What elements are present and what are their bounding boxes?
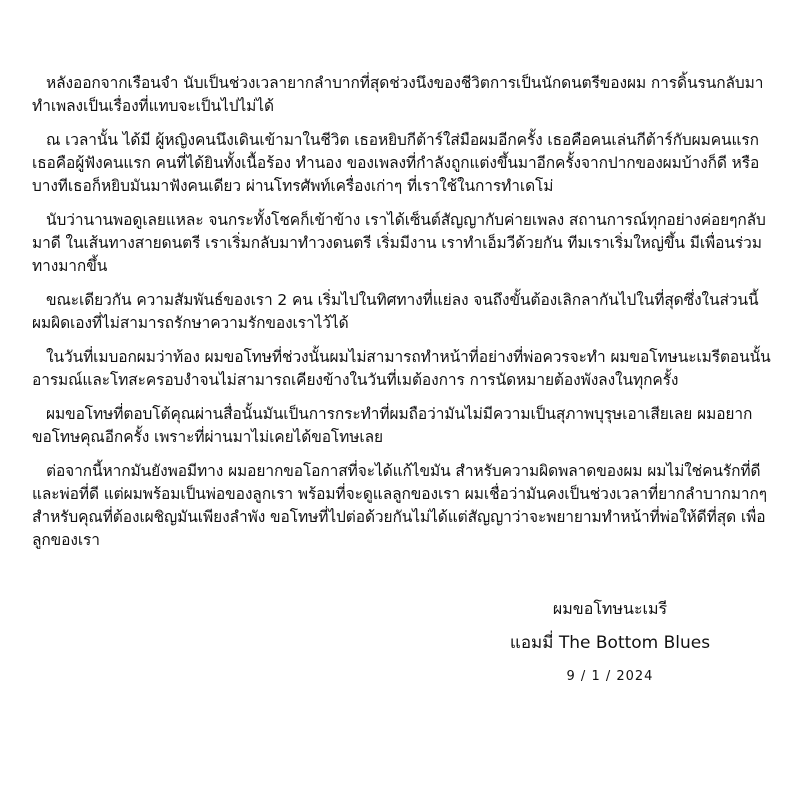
paragraph-1: หลังออกจากเรือนจำ นับเป็นช่วงเวลายากลำบากที่สุดช่วงนึงของชีวิตการเป็นนักดนตรีของผม การดิ้นรนกลับมาทำเพลงเป็นเรื่องที่แทบจะเป็นไปไม่ได้ — [32, 74, 764, 115]
paragraph-2: ณ เวลานั้น ได้มี ผู้หญิงคนนึงเดินเข้ามาในชีวิต เธอหยิบกีต้าร์ใส่มือผมอีกครั้ง เธอคือคนเล่นกีต้าร์กับผมคนแรก เธอคือผู้ฟังคนแรก คนที่ได้ยินทั้งเนื้อร้อง ทำนอง ของเพลงที่กำลังถูกแต่งขึ้นมาอีกครั้งจากปากของผมบ้างก็ดี หรือ บางทีเธอก็หยิบมันมาฟังคนเดียว ผ่านโทรศัพท์เครื่องเก่าๆ ที่เราใช้ในการทำเดโม่ — [32, 131, 760, 195]
paragraph-5: ในวันที่เมบอกผมว่าท้อง ผมขอโทษที่ช่วงนั้นผมไม่สามารถทำหน้าที่อย่างที่พ่อควรจะทำ ผมขอโทษนะเมรีตอนนั้นอารมณ์และโทสะครอบงำจนไม่สามารถเคียงข้างในวันที่เมต้องการ การนัดหมายต้องพังลงในทุกครั้ง — [32, 348, 771, 389]
closing-line: ผมขอโทษนะเมรี — [552, 599, 668, 618]
paragraph-3: นับว่านานพอดูเลยแหละ จนกระทั้งโชคก็เข้าข้าง เราได้เซ็นต์สัญญากับค่ายเพลง สถานการณ์ทุกอย่างค่อยๆกลับมาดี ในเส้นทางสายดนตรี เราเริ่มกลับมาทำวงดนตรี เริ่มมีงาน เราทำเอ็มวีด้วยกัน ทีมเราเริ่มใหญ่ขึ้น มีเพื่อนร่วมทางมากขึ้น — [32, 211, 766, 275]
paragraph-6: ผมขอโทษที่ตอบโต้คุณผ่านสื่อนั้นมันเป็นการกระทำที่ผมถือว่ามันไม่มีความเป็นสุภาพบุรุษเอาเสียเลย ผมอยากขอโทษคุณอีกครั้ง เพราะที่ผ่านมาไม่เคยได้ขอโทษเลย — [32, 405, 753, 446]
paragraph-7: ต่อจากนี้หากมันยังพอมีทาง ผมอยากขอโอกาสที่จะได้แก้ไขมัน สำหรับความผิดพลาดของผม ผมไม่ใช่คนรักที่ดีและพ่อที่ดี แต่ผมพร้อมเป็นพ่อของลูกเรา พร้อมที่จะดูแลลูกของเรา ผมเชื่อว่ามันคงเป็นช่วงเวลาที่ยากลำบากมากๆสำหรับคุณที่ต้องเผชิญมันเพียงลำพัง ขอโทษที่ไปต่อด้วยกันไม่ได้แต่สัญญาว่าจะพยายามทำหน้าที่พ่อให้ดีที่สุด เพื่อลูกของเรา — [32, 462, 767, 549]
signer-name: แอมมี่ The Bottom Blues — [509, 633, 711, 653]
paragraph-4: ขณะเดียวกัน ความสัมพันธ์ของเรา 2 คน เริ่มไปในทิศทางที่แย่ลง จนถึงขั้นต้องเลิกลากันไปในที่สุดซึ่งในส่วนนี้ผมผิดเองที่ไม่สามารถรักษาความรักของเราไว้ได้ — [32, 291, 759, 332]
letter-date: 9 / 1 / 2024 — [566, 669, 654, 684]
letter-body — [32, 72, 772, 563]
signature-block — [480, 598, 740, 700]
